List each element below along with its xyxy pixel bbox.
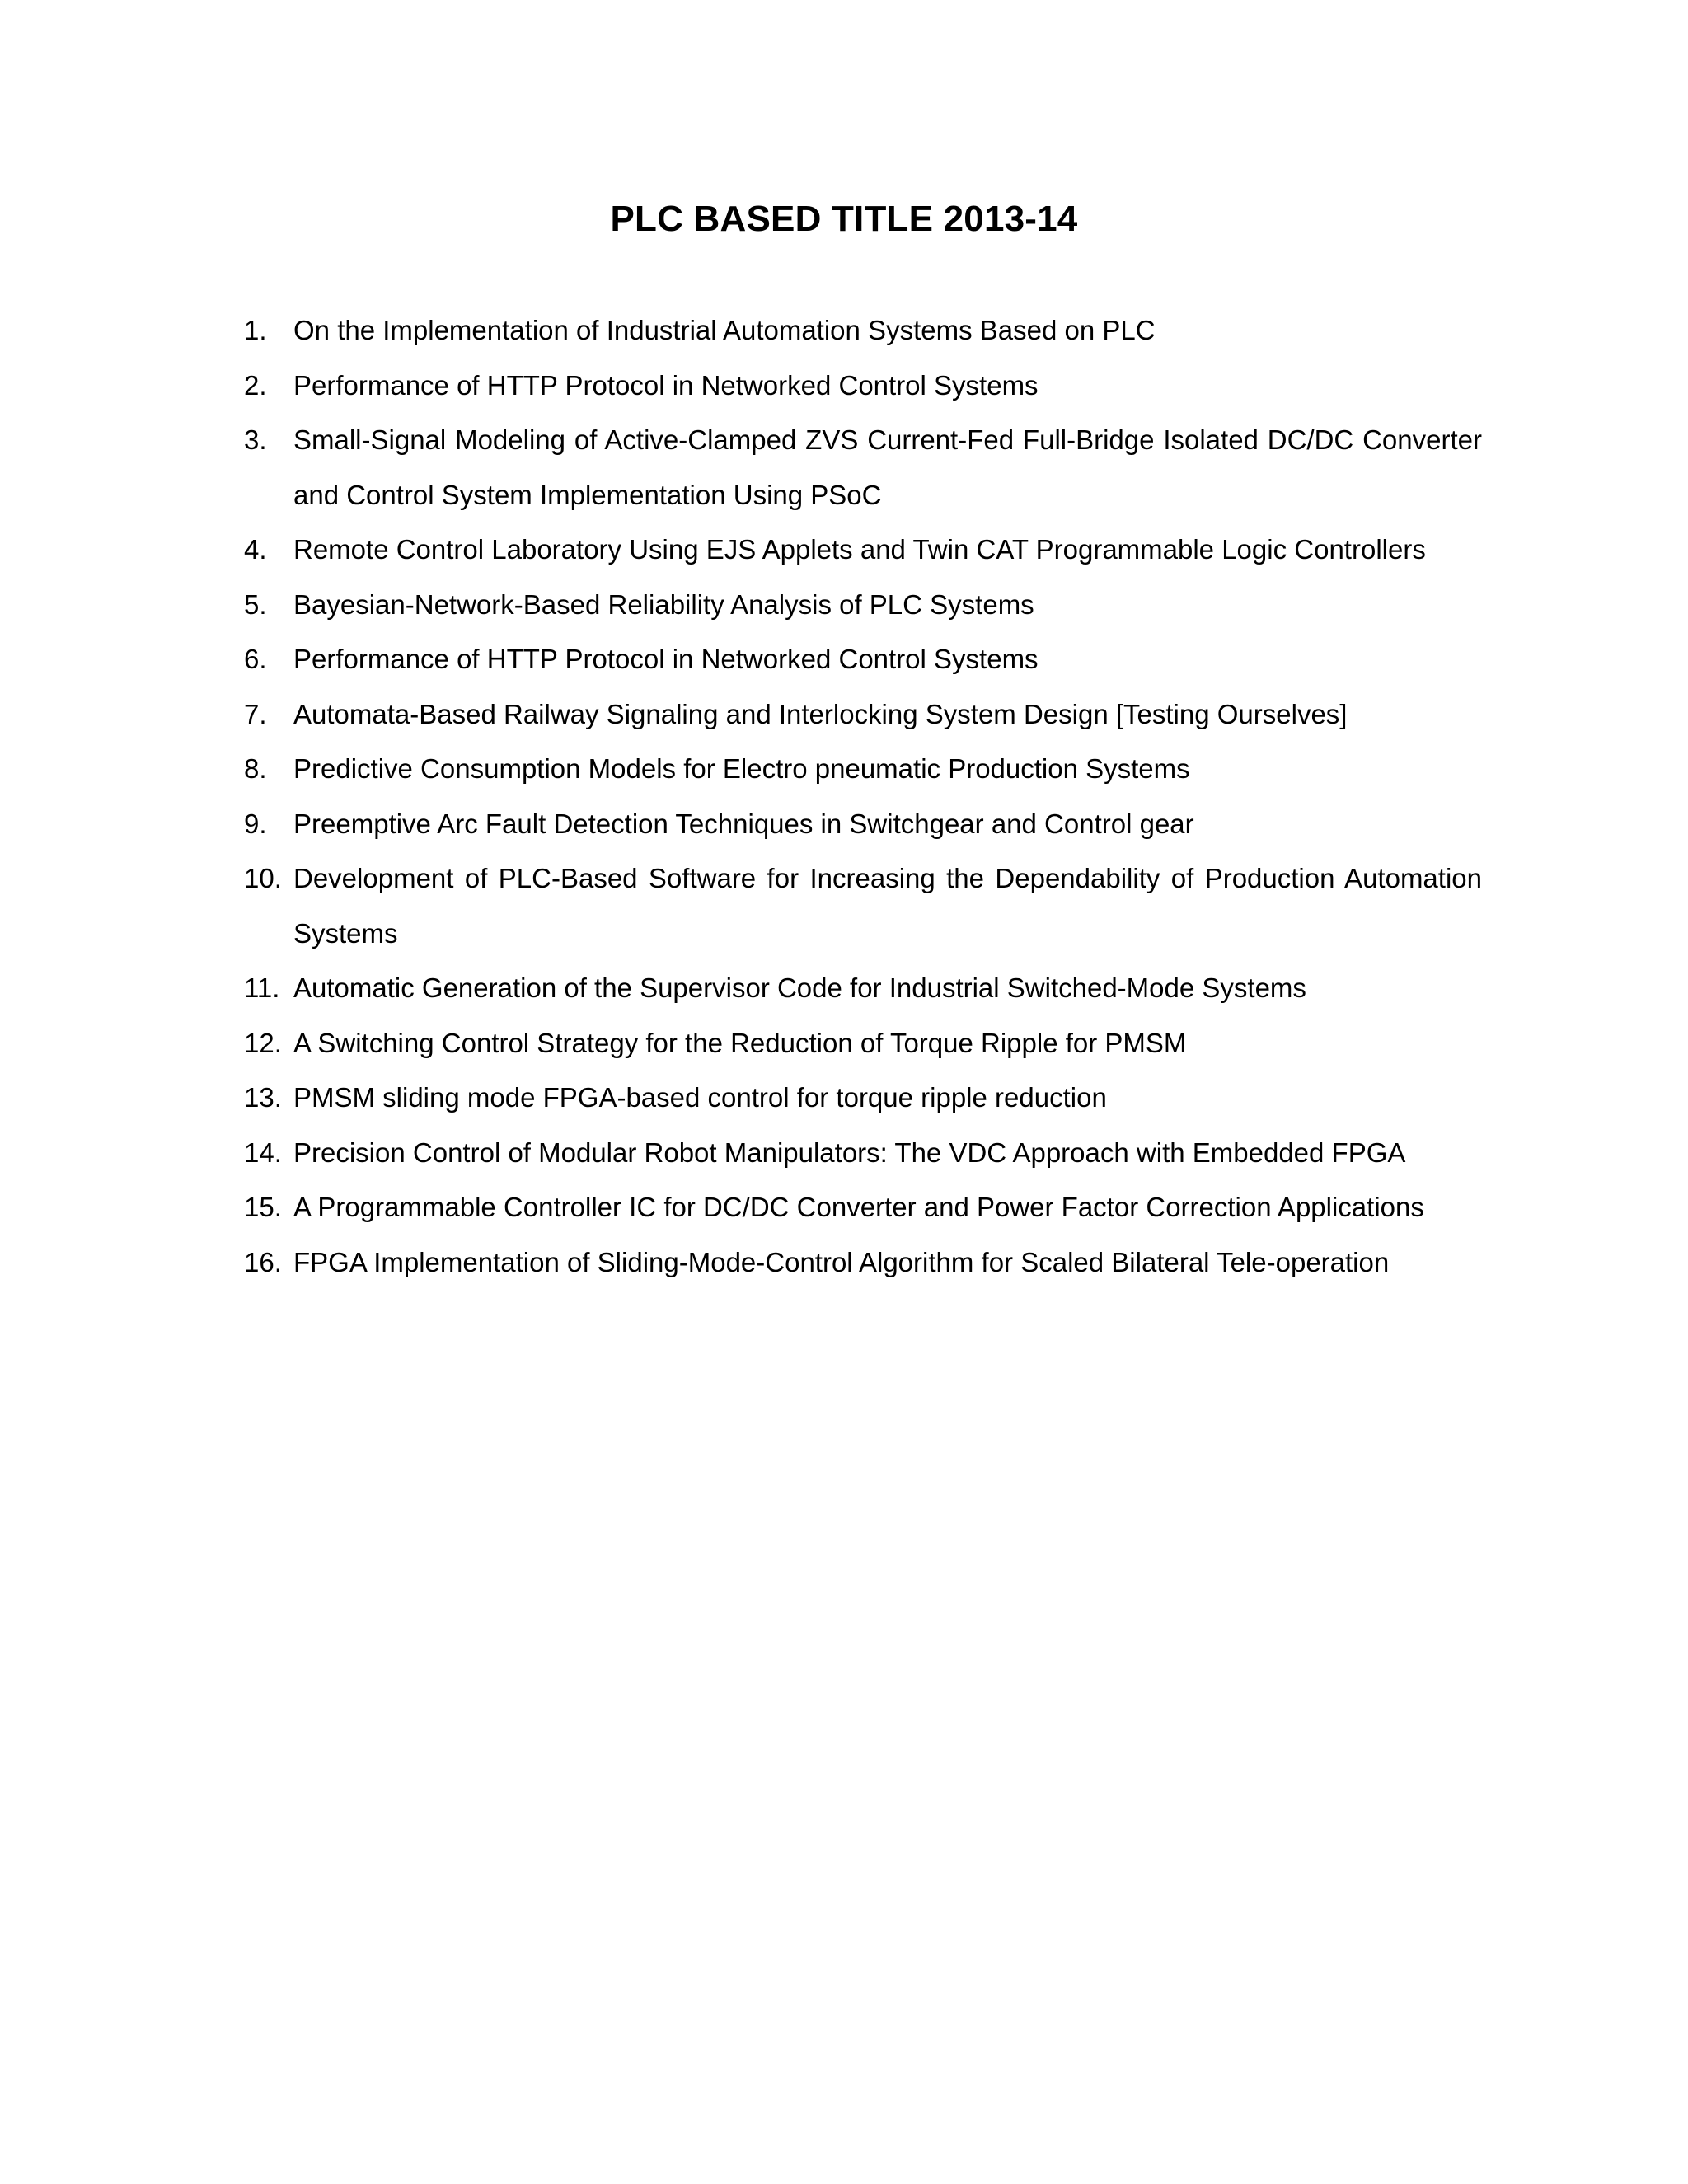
list-item bbox=[244, 1126, 1482, 1181]
title-list bbox=[244, 303, 1482, 1290]
list-item bbox=[244, 632, 1482, 687]
item-number: 8. bbox=[244, 753, 267, 784]
list-item bbox=[244, 961, 1482, 1016]
item-number: 15. bbox=[244, 1192, 282, 1222]
item-number: 1. bbox=[244, 315, 267, 345]
item-title-text: Preemptive Arc Fault Detection Techniques in Switchgear and Control gear bbox=[293, 808, 1194, 839]
item-number: 5. bbox=[244, 588, 267, 620]
item-number: 7. bbox=[244, 698, 267, 729]
list-item bbox=[244, 303, 1482, 359]
item-number: 2. bbox=[244, 369, 267, 401]
list-item bbox=[244, 1235, 1482, 1291]
list-item bbox=[244, 413, 1482, 523]
list-item bbox=[244, 578, 1482, 633]
item-title-text: On the Implementation of Industrial Automation Systems Based on PLC bbox=[293, 315, 1156, 345]
item-title-text: Precision Control of Modular Robot Manipulators: The VDC Approach with Embedded FPGA bbox=[293, 1137, 1406, 1168]
item-number: 4. bbox=[244, 534, 267, 565]
item-title-text: Automata-Based Railway Signaling and Interlocking System Design [Testing Ourselves] bbox=[293, 698, 1348, 729]
item-title-text: Bayesian-Network-Based Reliability Analysis of PLC Systems bbox=[293, 588, 1034, 620]
item-number: 3. bbox=[244, 424, 267, 455]
item-title-text: A Programmable Controller IC for DC/DC Converter and Power Factor Correction Applications bbox=[293, 1192, 1424, 1222]
item-title-text: Predictive Consumption Models for Electro pneumatic Production Systems bbox=[293, 753, 1190, 784]
item-number: 10. bbox=[244, 863, 282, 893]
list-item bbox=[244, 1071, 1482, 1126]
item-number: 6. bbox=[244, 644, 267, 674]
item-number: 12. bbox=[244, 1027, 282, 1058]
list-item bbox=[244, 797, 1482, 852]
item-number: 14. bbox=[244, 1137, 282, 1168]
item-number: 16. bbox=[244, 1246, 282, 1277]
list-item bbox=[244, 742, 1482, 797]
item-title-text: Performance of HTTP Protocol in Networked Control Systems bbox=[293, 644, 1039, 674]
item-title-text: Performance of HTTP Protocol in Networked Control Systems bbox=[293, 369, 1039, 401]
item-title-text: Small-Signal Modeling of Active-Clamped ZVS Current-Fed Full-Bridge Isolated DC/DC Converter and Control System Implementation Using PSoC bbox=[293, 424, 1482, 510]
item-title-text: A Switching Control Strategy for the Reduction of Torque Ripple for PMSM bbox=[293, 1027, 1187, 1058]
item-title-text: Automatic Generation of the Supervisor Code for Industrial Switched-Mode Systems bbox=[293, 972, 1306, 1003]
list-item bbox=[244, 851, 1482, 961]
item-title-text: Development of PLC-Based Software for Increasing the Dependability of Production Automation Systems bbox=[293, 863, 1482, 949]
item-number: 11. bbox=[244, 972, 280, 1003]
item-number: 13. bbox=[244, 1082, 282, 1113]
item-title-text: Remote Control Laboratory Using EJS Applets and Twin CAT Programmable Logic Controllers bbox=[293, 534, 1426, 565]
document-title: PLC BASED TITLE 2013-14 bbox=[610, 199, 1078, 239]
list-item bbox=[244, 1180, 1482, 1235]
item-title-text: FPGA Implementation of Sliding-Mode-Control Algorithm for Scaled Bilateral Tele-operation bbox=[293, 1246, 1390, 1277]
list-item bbox=[244, 359, 1482, 414]
item-number: 9. bbox=[244, 808, 267, 839]
list-item bbox=[244, 523, 1482, 578]
list-item bbox=[244, 687, 1482, 743]
item-title-text: PMSM sliding mode FPGA-based control for torque ripple reduction bbox=[293, 1082, 1107, 1113]
list-item bbox=[244, 1016, 1482, 1071]
